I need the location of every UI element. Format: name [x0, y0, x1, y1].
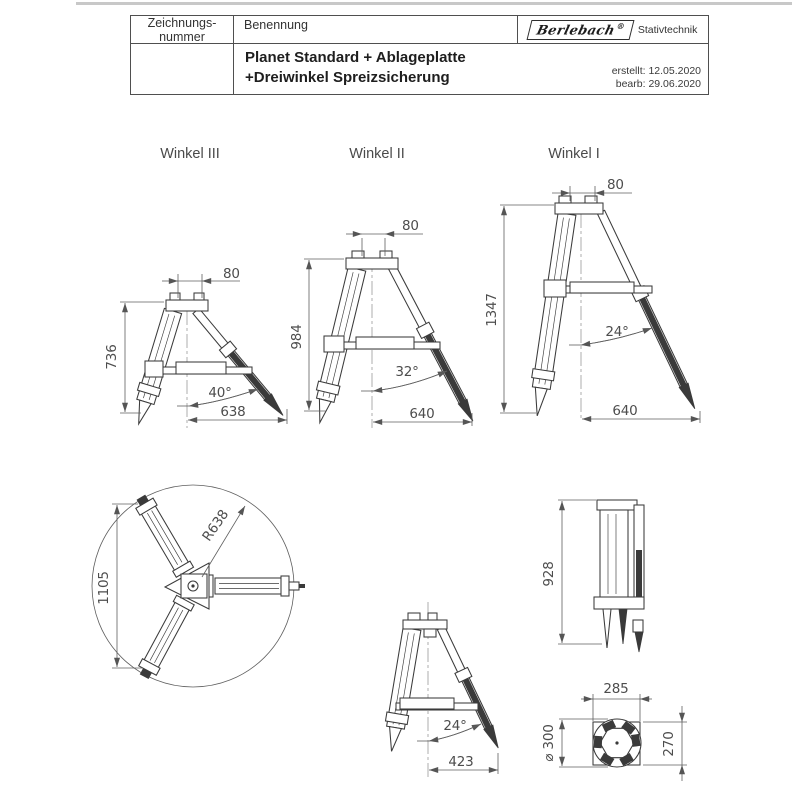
bottom-view-diameter-value: ⌀ 300	[541, 724, 557, 762]
side-view-leg-bundle	[600, 510, 628, 598]
logo-tagline: Stativtechnik	[637, 23, 698, 36]
side-view-spike-right	[635, 632, 643, 652]
winkel1-base-value: 640	[612, 403, 638, 419]
winkel1-leg-clamp	[544, 280, 566, 297]
designation-label: Benennung	[244, 18, 308, 32]
winkel1-top-width-value: 80	[607, 177, 624, 193]
berlebach-logo-script: Berlebach®	[534, 20, 627, 38]
winkel1-left-leg	[526, 212, 578, 417]
label-winkel-2: Winkel II	[349, 146, 405, 162]
winkel2-angle-value: 32°	[395, 364, 419, 380]
bottom-view-center-dot	[615, 741, 618, 744]
winkel3-head-plate	[166, 300, 208, 311]
front-view-angle-value: 24°	[443, 718, 467, 734]
side-view-spike-left	[603, 609, 611, 648]
top-view-drawing	[92, 485, 305, 687]
winkel3-base-value: 638	[220, 404, 246, 420]
winkel2-base-value: 640	[409, 406, 435, 422]
side-view-dim-height	[558, 500, 602, 644]
winkel-1-drawing	[484, 177, 701, 423]
winkel2-height-value: 984	[289, 324, 305, 350]
winkel1-dim-base	[582, 411, 700, 423]
top-view-center-dot	[191, 584, 194, 587]
drawing-title-line2: +Dreiwinkel Spreizsicherung	[245, 69, 450, 87]
winkel3-tray	[176, 362, 226, 374]
winkel3-leg-clamp	[145, 361, 163, 377]
front-view-left-leg	[381, 627, 423, 753]
side-view-top-cap	[597, 500, 637, 510]
top-view-leg-upper-left	[132, 492, 193, 577]
winkel1-tray	[570, 282, 634, 293]
label-winkel-3: Winkel III	[160, 146, 220, 162]
winkel1-head-knob-left	[559, 196, 571, 203]
winkel2-head-plate	[346, 258, 398, 269]
side-view-spike-middle	[619, 609, 627, 644]
winkel3-head-knob-right	[194, 293, 204, 300]
front-view-head-plate	[403, 620, 447, 629]
front-view-head-block	[424, 629, 436, 637]
winkel3-angle-value: 40°	[208, 385, 232, 401]
winkel3-top-width-value: 80	[223, 266, 240, 282]
front-view-base-value: 423	[448, 754, 474, 770]
drawing-number-label-line1: Zeichnungs-	[147, 16, 217, 30]
revised-date: bearb: 29.06.2020	[615, 77, 701, 90]
side-view-spike-knob	[633, 620, 643, 632]
front-view-drawing	[381, 602, 505, 777]
winkel1-height-value: 1347	[484, 293, 500, 327]
front-view-head-knob-left	[408, 613, 420, 620]
top-view-leg-right	[205, 575, 305, 597]
top-view-height-value: 1105	[96, 571, 112, 605]
registered-mark: ®	[615, 20, 627, 31]
winkel1-head-plate	[555, 203, 603, 214]
top-view-dim-height	[112, 504, 142, 668]
bottom-view-drawing	[541, 681, 687, 781]
winkel2-head-knob-right	[380, 251, 392, 258]
winkel-3-drawing	[104, 266, 288, 428]
drawing-number-label-line2: nummer	[159, 29, 205, 44]
bottom-view-dim-width	[581, 694, 652, 721]
side-view-drawing	[541, 500, 644, 652]
bottom-view-depth-value: 270	[661, 731, 677, 757]
bottom-view-width-value: 285	[603, 681, 629, 697]
winkel1-angle-value: 24°	[605, 324, 629, 340]
winkel2-tray	[356, 337, 414, 349]
side-view-clamp	[594, 597, 644, 609]
winkel3-height-value: 736	[104, 344, 120, 370]
label-winkel-1: Winkel I	[548, 146, 600, 162]
winkel3-head-knob-left	[170, 293, 180, 300]
drawing-title-line1: Planet Standard + Ablageplatte	[245, 49, 466, 67]
winkel1-right-leg	[595, 209, 701, 412]
winkel-2-drawing	[289, 218, 479, 428]
winkel2-top-width-value: 80	[402, 218, 419, 234]
top-view-leg-lower-left	[135, 595, 194, 681]
winkel2-leg-clamp	[324, 336, 344, 352]
top-view-radius-value: R638	[199, 507, 233, 545]
front-view-tray	[400, 698, 454, 709]
side-view-height-value: 928	[541, 561, 557, 587]
front-view-head-knob-right	[428, 613, 437, 620]
created-date: erstellt: 12.05.2020	[611, 65, 701, 77]
